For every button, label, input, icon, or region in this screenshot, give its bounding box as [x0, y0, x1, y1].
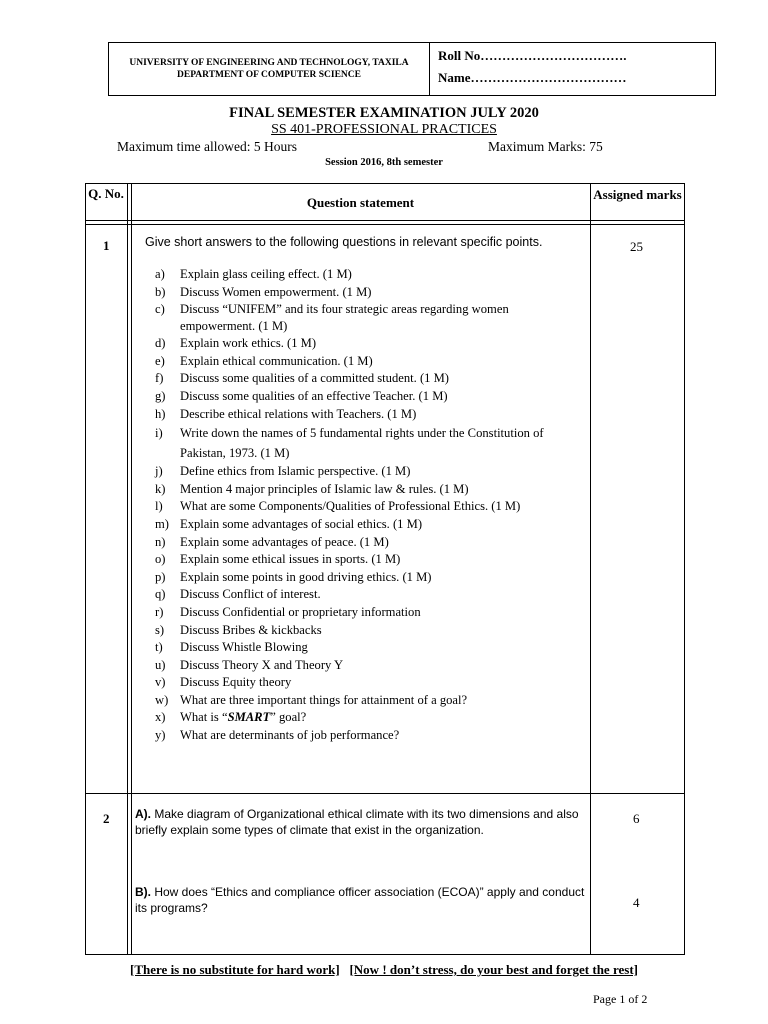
roll-no-field: Roll No……………………………. [438, 48, 627, 63]
list-item: v) Discuss Equity theory [155, 675, 292, 690]
list-item: m) Explain some advantages of social ethics. (1 M) [155, 516, 423, 531]
footer-motto [0, 962, 768, 978]
session-info: Session 2016, 8th semester [325, 157, 443, 168]
q1-intro: Give short answers to the following questions in relevant specific points. [145, 235, 543, 249]
q2b-marks: 4 [633, 895, 640, 910]
list-item: w) What are three important things for attainment of a goal? [155, 692, 468, 707]
list-item: l) What are some Components/Qualities of Professional Ethics. (1 M) [155, 499, 521, 514]
col-qno-header: Q. No. [88, 186, 124, 201]
exam-title: FINAL SEMESTER EXAMINATION JULY 2020 [229, 105, 539, 121]
list-item: y) What are determinants of job performance? [155, 728, 400, 743]
list-item: n) Explain some advantages of peace. (1 M) [155, 534, 389, 549]
list-item: e) Explain ethical communication. (1 M) [155, 353, 373, 368]
page-number: Page 1 of 2 [593, 992, 648, 1006]
table-divider [127, 183, 128, 955]
list-item: o) Explain some ethical issues in sports. (1 M) [155, 552, 401, 567]
footer-right-motto: [Now ! don’t stress, do your best and forget the rest] [349, 962, 638, 977]
header-box [108, 42, 716, 96]
student-fields [430, 43, 715, 95]
list-item: a) Explain glass ceiling effect. (1 M) [155, 267, 352, 281]
list-item: k) Mention 4 major principles of Islamic law & rules. (1 M) [155, 481, 469, 496]
list-item: i) Write down the names of 5 fundamental rights under the Constitution of Pakistan, 1973. (1 M) [155, 426, 544, 461]
list-item: s) Discuss Bribes & kickbacks [155, 622, 322, 637]
col-statement-header: Question statement [306, 195, 415, 210]
list-item: r) Discuss Confidential or proprietary information [155, 604, 421, 619]
table-divider [85, 224, 685, 225]
table-divider [85, 793, 685, 794]
q1-items [155, 266, 585, 745]
table-divider [85, 220, 685, 221]
max-marks: Maximum Marks: 75 [488, 139, 603, 154]
col-marks-header: Assigned marks [593, 187, 682, 202]
q1-marks: 25 [630, 239, 643, 254]
list-item: j) Define ethics from Islamic perspective. (1 M) [155, 464, 411, 479]
q2b-text: B). How does “Ethics and compliance officer association (ECOA)” apply and conduct its programs? [135, 885, 585, 915]
list-item: p) Explain some points in good driving ethics. (1 M) [155, 569, 432, 584]
list-item: u) Discuss Theory X and Theory Y [155, 657, 344, 672]
university-name: UNIVERSITY OF ENGINEERING AND TECHNOLOGY, TAXILA [129, 58, 409, 68]
table-divider [590, 183, 591, 955]
footer-left-motto: [There is no substitute for hard work] [130, 962, 340, 977]
list-item: g) Discuss some qualities of an effective Teacher. (1 M) [155, 388, 448, 403]
list-item: t) Discuss Whistle Blowing [155, 640, 308, 655]
name-field: Name……………………………… [438, 70, 627, 85]
department-name: DEPARTMENT OF COMPUTER SCIENCE [177, 70, 361, 80]
list-item: b) Discuss Women empowerment. (1 M) [155, 284, 372, 299]
course-title: SS 401-PROFESSIONAL PRACTICES [271, 122, 497, 137]
list-item: d) Explain work ethics. (1 M) [155, 336, 317, 351]
max-time: Maximum time allowed: 5 Hours [117, 139, 297, 154]
list-item: f) Discuss some qualities of a committed student. (1 M) [155, 371, 449, 386]
list-item: q) Discuss Conflict of interest. [155, 587, 321, 602]
q2-number: 2 [103, 811, 110, 826]
table-divider [131, 183, 132, 955]
q2a-marks: 6 [633, 811, 640, 826]
list-item: c) Discuss “UNIFEM” and its four strategic areas regarding women empowerment. (1 M) [155, 302, 509, 334]
list-item: x) What is “SMART” goal? [155, 710, 307, 725]
q1-number: 1 [103, 238, 110, 253]
list-item: h) Describe ethical relations with Teachers. (1 M) [155, 406, 417, 421]
institution-block [109, 43, 430, 95]
q2a-text: A). Make diagram of Organizational ethical climate with its two dimensions and also briefly explain some types of climate that exist in the organization. [135, 807, 579, 837]
